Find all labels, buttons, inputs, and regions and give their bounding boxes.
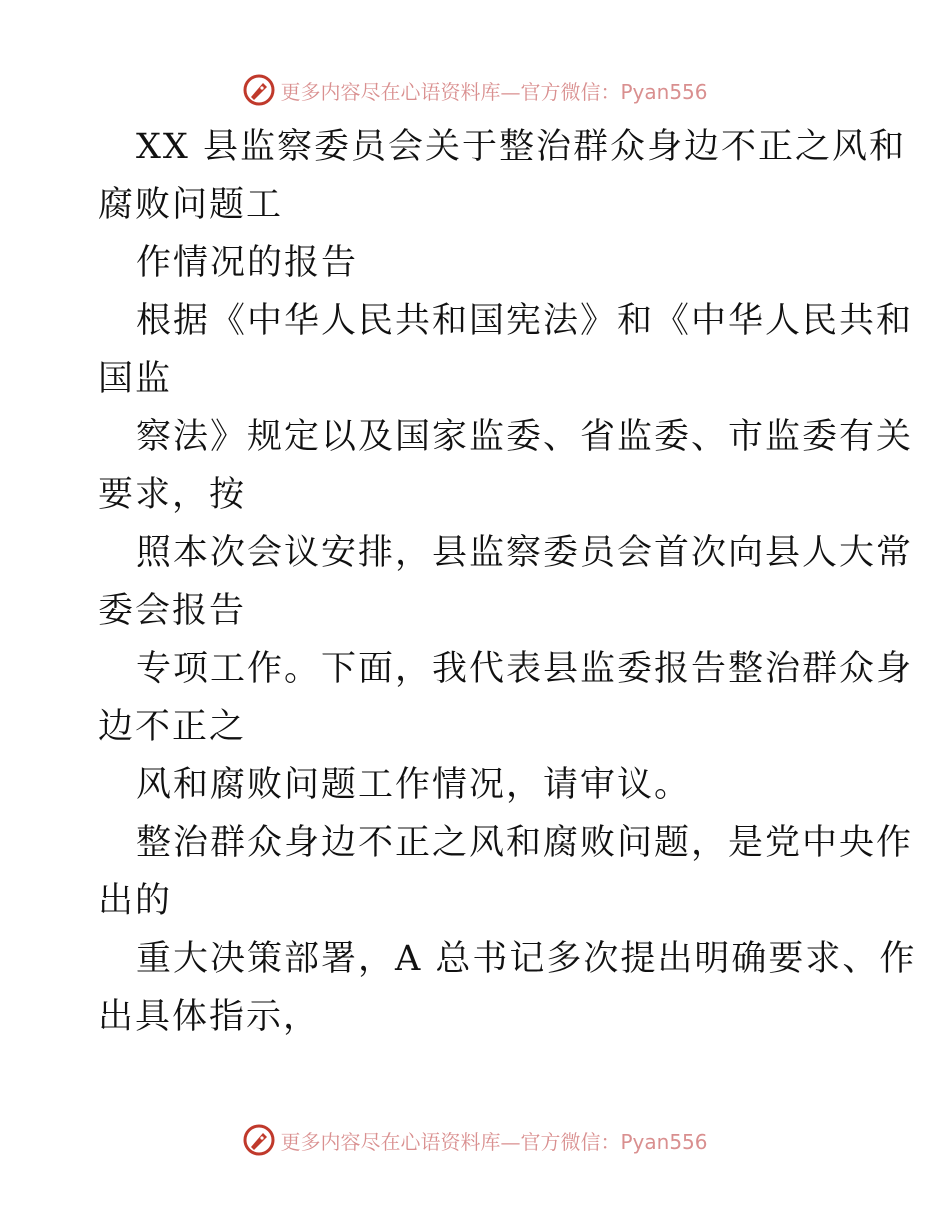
- watermark-handle: Pyan556: [620, 79, 708, 104]
- footer-watermark: [0, 1120, 950, 1160]
- document-line: 照本次会议安排，县监察委员会首次向县人大常: [136, 533, 914, 573]
- document-line: 风和腐败问题工作情况，请审议。: [136, 765, 692, 805]
- document-body: [98, 118, 917, 1046]
- watermark-label: 更多内容尽在心语资料库—官方微信：: [280, 79, 621, 104]
- document-line: 腐败问题工: [98, 185, 284, 225]
- document-line: 国监: [98, 359, 173, 399]
- document-line: 根据《中华人民共和国宪法》和《中华人民共和: [136, 301, 914, 341]
- document-line: 整治群众身边不正之风和腐败问题，是党中央作: [136, 823, 914, 863]
- header-watermark: [0, 70, 950, 110]
- watermark-text: [280, 76, 707, 105]
- watermark-handle: Pyan556: [620, 1129, 708, 1154]
- watermark-text: [280, 1126, 707, 1155]
- pen-nib-logo-icon: [242, 1123, 276, 1157]
- document-line: XX 县监察委员会关于整治群众身边不正之风和: [136, 127, 906, 167]
- document-line: 专项工作。下面，我代表县监委报告整治群众身: [136, 649, 914, 689]
- document-line: 边不正之: [98, 707, 247, 747]
- document-line: 察法》规定以及国家监委、省监委、市监委有关: [136, 417, 914, 457]
- document-line: 作情况的报告: [136, 243, 359, 283]
- document-line: 要求，按: [98, 475, 247, 515]
- document-line: 出的: [98, 881, 173, 921]
- watermark-label: 更多内容尽在心语资料库—官方微信：: [280, 1129, 621, 1154]
- document-line: 重大决策部署，A 总书记多次提出明确要求、作: [136, 939, 917, 979]
- document-line: 委会报告: [98, 591, 247, 631]
- pen-nib-logo-icon: [242, 73, 276, 107]
- document-line: 出具体指示，: [98, 997, 321, 1037]
